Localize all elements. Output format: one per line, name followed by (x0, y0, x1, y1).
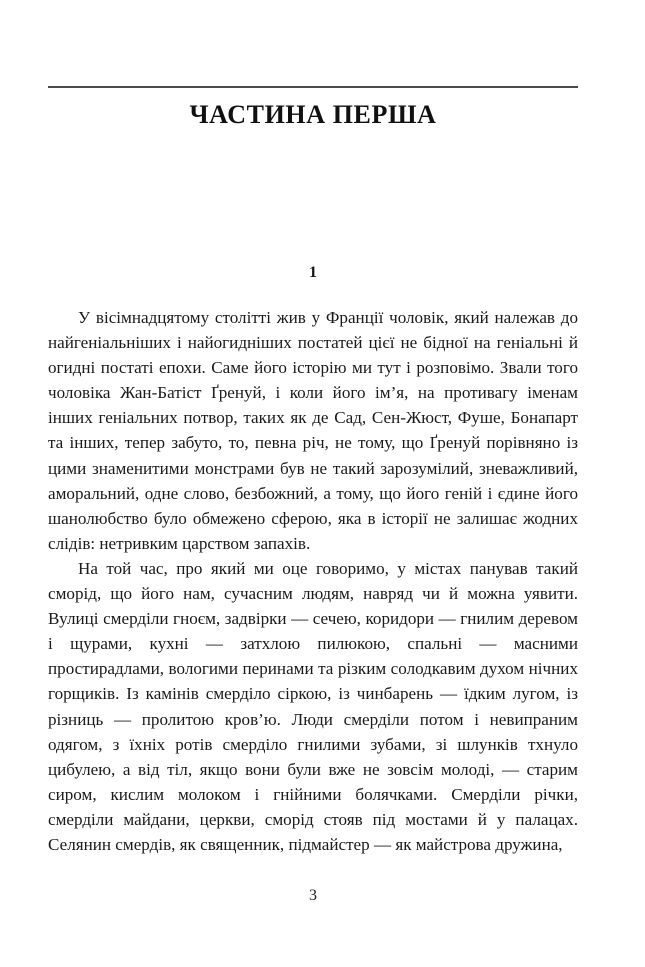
paragraph: На той час, про який ми оце говоримо, у містах панував такий сморід, що його нам, сучасним людям, навряд чи й можна уявити. Вулиці смерділи гноєм, задвірки — сечею, коридори — гнилим деревом і щурами, кухні — затхлою пилюкою, спальні — масними простирадлами, вологими перинами та різким солодкавим духом нічних горщиків. Із камінів смерділо сіркою, із чинбарень — їдким лугом, із різниць — пролитою кров’ю. Люди смерділи потом і невипраним одягом, з їхніх ротів смерділо гнилими зубами, зі шлунків тхнуло цибулею, а від тіл, якщо вони були вже не зовсім молоді, — старим сиром, кислим молоком і гнійними болячками. Смерділи річки, смерділи майдани, церкви, сморід стояв під мостами й у палацах. Селянин смердів, як священник, підмайстер — як майстрова дружина, (48, 558, 578, 854)
part-title: ЧАСТИНА ПЕРША (189, 100, 437, 129)
paragraph: У вісімнадцятому столітті жив у Франції чоловік, який належав до найгеніальніших і найогидніших постатей цієї не бідної на геніальні й огидні постаті епохи. Саме його історію ми тут і розповімо. Звали того чоловіка Жан-Батіст Ґренуй, і коли його ім’я, на противагу іменам інших геніальних потвор, таких як де Сад, Сен-Жюст, Фуше, Бонапарт та інших, тепер забуто, то, певна річ, не тому, що Ґренуй порівняно із цими знаменитими монстрами був не такий зарозумілий, зневажливий, аморальний, одне слово, безбожний, а тому, що його геній і єдине його шанолюбство було обмежено сферою, яка в історії не залишає жодних слідів: нетривким царством запахів. (48, 308, 578, 553)
part-title-divider (48, 86, 578, 88)
body-text (48, 305, 578, 857)
page-number: 3 (309, 887, 317, 904)
chapter-number: 1 (309, 264, 317, 281)
